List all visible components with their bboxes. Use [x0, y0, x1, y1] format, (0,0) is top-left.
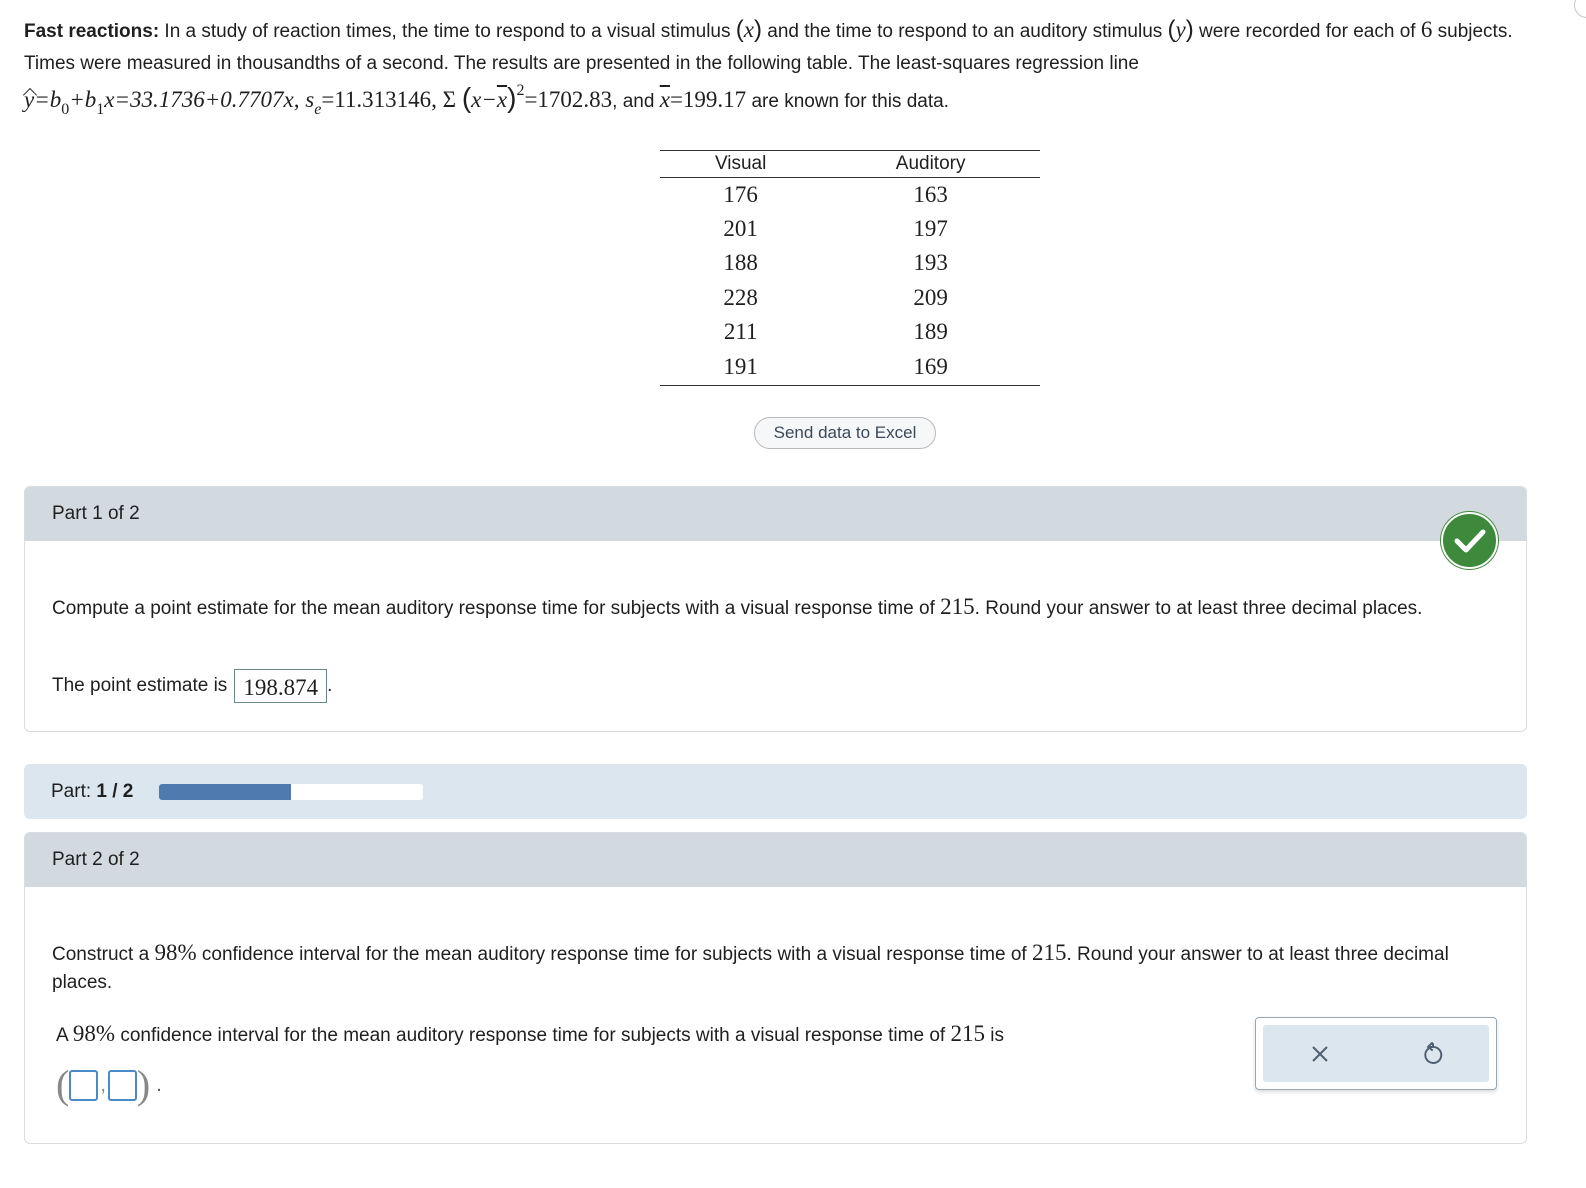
part1-header: Part 1 of 2 [25, 487, 1526, 541]
auditory-cell: 209 [913, 284, 948, 310]
problem-text-1: In a study of reaction times, the time to respond to a visual stimulus [159, 21, 736, 42]
part2-answer-percent: 98% [72, 1021, 116, 1046]
close-icon [1310, 1044, 1330, 1064]
progress-label: Part: 1 / 2 [51, 780, 134, 802]
formula-ss: =1702.83 [524, 87, 613, 112]
problem-text-2: and the time to respond to an auditory stimulus [761, 21, 1168, 42]
table-row [660, 315, 1040, 349]
formula-sum-xbar: $\overline{x}$ [496, 87, 508, 112]
formula-square: 2 [516, 82, 525, 99]
undo-button[interactable] [1413, 1034, 1453, 1074]
part2-question-text-b: confidence interval for the mean auditory response time for subjects with a visual response time of [196, 944, 1032, 965]
auditory-cell: 193 [913, 250, 948, 276]
formula-se: =11.313146, Σ [321, 87, 462, 112]
visual-cell: 228 [723, 284, 758, 310]
part1-question [52, 593, 1452, 623]
formula-xbar-value: =199.17 [669, 87, 747, 112]
answer-tools-panel [1255, 1017, 1497, 1090]
progress-fill [159, 784, 291, 800]
part2-answer-statement: A 98% confidence interval for the mean auditory response time for subjects with a visual response time of 215 is [56, 1021, 1004, 1046]
part2-header: Part 2 of 2 [25, 833, 1526, 887]
table-row [660, 246, 1040, 280]
part2-panel [24, 832, 1527, 1144]
confidence-interval-input [56, 1062, 162, 1107]
left-paren: ( [56, 1062, 70, 1107]
table-row [660, 349, 1040, 386]
formula-sub0: 0 [61, 101, 70, 118]
table-row [660, 212, 1040, 246]
auditory-cell: 197 [913, 216, 948, 242]
y-hat: y [24, 87, 35, 112]
correct-check-icon [1441, 512, 1498, 569]
part1-question-number: 215 [940, 594, 975, 619]
formula-plus: +b [69, 87, 97, 112]
visual-cell: 176 [723, 182, 758, 208]
auditory-cell: 163 [913, 182, 948, 208]
clear-button[interactable] [1300, 1034, 1340, 1074]
part2-question-text-c: . Round your answer to at least three decimal places. [52, 944, 1449, 993]
part1-question-text-b: . Round your answer to at least three decimal places. [974, 598, 1423, 619]
table-row [660, 178, 1040, 213]
problem-text-3: were recorded for each of [1193, 21, 1421, 42]
visual-cell: 191 [660, 349, 821, 386]
auditory-cell: 169 [821, 349, 1040, 386]
formula-and: , and [612, 91, 660, 112]
part1-answer-row [52, 666, 332, 706]
problem-text-4: subjects. Times were measured in thousandths of a second. The results are presented in the following table. The least-squares regression line [24, 21, 1513, 74]
formula-sum-x: x− [471, 87, 497, 112]
formula-eq1: =b [34, 87, 62, 112]
table-row [660, 281, 1040, 315]
part2-question-number: 215 [1031, 940, 1067, 965]
point-estimate-answer[interactable]: 198.874 [234, 669, 327, 703]
formula-sub1: 1 [96, 101, 105, 118]
part2-question-text-a: Construct a [52, 944, 155, 965]
edge-circle-icon [1574, 0, 1586, 18]
part1-answer-suffix: . [327, 675, 333, 696]
send-to-excel-button[interactable]: Send data to Excel [754, 417, 936, 449]
part1-answer-prefix: The point estimate is [52, 675, 228, 696]
formula-regression: x=33.1736+0.7707x, s [104, 87, 315, 112]
interval-comma: , [100, 1073, 106, 1096]
formula-known: are known for this data. [746, 91, 949, 112]
var-y: y [1175, 17, 1186, 42]
sample-size: 6 [1420, 17, 1433, 42]
auditory-cell: 189 [913, 318, 948, 344]
lower-bound-input[interactable] [69, 1070, 98, 1101]
var-x: x [743, 17, 754, 42]
visual-cell: 188 [723, 250, 758, 276]
progress-track [159, 784, 423, 800]
data-table [660, 150, 1040, 386]
problem-statement: Fast reactions: In a study of reaction times, the time to respond to a visual stimulus (x) and the time to respond to an auditory stimulus (y) were recorded for each of 6 subjects. Times were measured in thousandths of a second. The results are presented in the following table. The least-squares regression line [24, 16, 1513, 74]
right-paren: ) [136, 1062, 151, 1107]
part2-question-percent: 98% [154, 940, 197, 965]
part2-answer-number: 215 [950, 1021, 985, 1046]
progress-count: 1 / 2 [96, 780, 134, 802]
visual-cell: 201 [723, 216, 758, 242]
formula-sub-e: e [314, 101, 322, 118]
undo-icon [1422, 1042, 1444, 1066]
interval-period: . [156, 1073, 162, 1096]
upper-bound-input[interactable] [108, 1070, 137, 1101]
progress-section [24, 764, 1527, 819]
formula-xbar: $\overline{x}$ [659, 87, 670, 112]
table-header-visual: Visual [660, 151, 821, 178]
part1-panel [24, 486, 1527, 732]
regression-formula: $y=b_0+b_1x=33.1736+0.7707x$, $s_e=11.313146$, Σ $(x-\overline{x})^2=1702.83$, and $\overline{x}=199.17$ are known for this data. [24, 82, 949, 118]
problem-lead: Fast reactions: [24, 21, 160, 42]
table-header-auditory: Auditory [821, 151, 1040, 178]
visual-cell: 211 [723, 318, 758, 344]
part1-question-text-a: Compute a point estimate for the mean auditory response time for subjects with a visual response time of [52, 598, 941, 619]
part2-question [52, 939, 1492, 997]
